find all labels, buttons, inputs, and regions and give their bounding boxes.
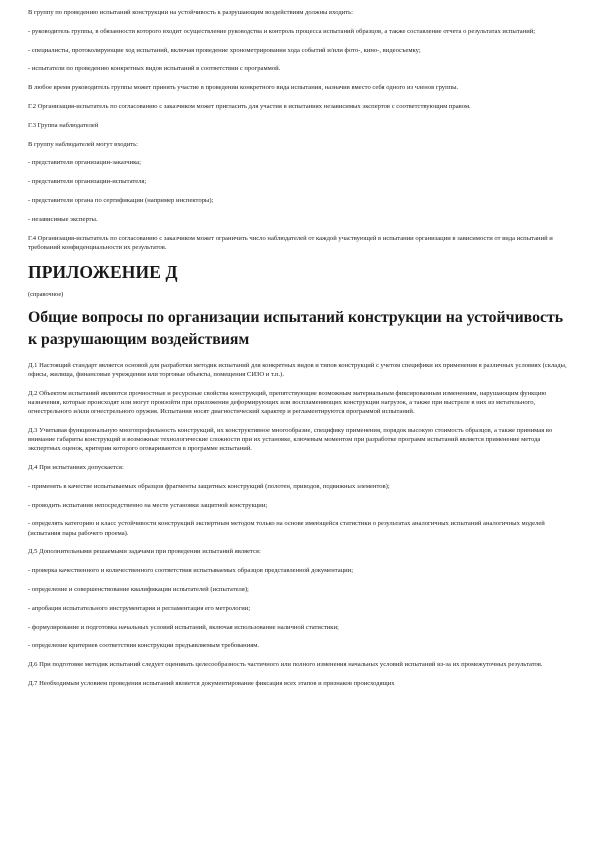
paragraph: Г.4 Организация-испытатель по согласованию с заказчиком может ограничить число наблюдателей от каждой участвующей в испытании организации в зависимости от вида испытаний и требований конфиденциальности их результатов. [28, 234, 553, 251]
list-item: - руководитель группы, в обязанности которого входит осуществление руководства и контроль процесса испытаний образцов, а также составление отчета о результатах испытаний; [28, 27, 536, 35]
list-item: - проводить испытания непосредственно на месте установки защитной конструкции; [28, 501, 268, 509]
paragraph: Д.3 Учитывая функциональную многопрофильность конструкций, их конструктивное многообразие, специфику применения, порядок высокую стоимость образцов, а также принимая во внимание габариты конструкций и возможные технологические сложности при их установке, ключевым моментом при разработке программ испытаний является применение метода экспертных оценок, критерии которого оговариваются в программе испытаний. [28, 426, 553, 453]
list-item: - представители органа по сертификации (например инспекторы); [28, 196, 214, 204]
paragraph: Д.7 Необходимым условием проведения испытаний является документирование фиксация всех этапов и признаков происходящих [28, 679, 395, 687]
list-item: - определять категорию и класс устойчивости конструкций экспертным методом только на основе имеющейся статистики о результатах аналогичных испытаний аналогичных моделей (испытания пары рабочего проема). [28, 520, 545, 537]
appendix-heading: ПРИЛОЖЕНИЕ Д [28, 261, 178, 282]
paragraph: Д.4 При испытаниях допускается: [28, 463, 124, 471]
list-item: - специалисты, протоколирующие ход испытаний, включая проведение хронометрирования хода событий и/или фото-, кино-, видеосъемку; [28, 46, 421, 54]
paragraph: Д.1 Настоящий стандарт является основой для разработки методик испытаний для конкретных видов и типов конструкций с учетом специфики их применения в различных условиях (склады, офисы, жилища, финансовые учреждения или торговые объекты, помещения СИЗО и т.п.). [28, 361, 567, 378]
list-item: - формулирование и подготовка начальных условий испытаний, включая использование наличной статистики; [28, 623, 339, 631]
section-heading: Г.3 Группа наблюдателей [28, 121, 99, 129]
paragraph: Д.2 Объектом испытаний являются прочностные и ресурсные свойства конструкций, препятствующие возможным материальным фиксированным изменениям, нарушающим функцию назначения, которые происходят или могут произойти при приложении деформирующих или воспламеняющих конструкции нагрузок, а также при выстреле в них из метательного, огнестрельного и/или огнестрельного оружия. Испытания носят диагностический характер и регламентируются программой испытаний. [28, 389, 547, 415]
list-item: - определение критериев соответствия конструкции предъявляемым требованиям. [28, 642, 260, 650]
list-item: - применять в качестве испытываемых образцов фрагменты защитных конструкций (полотен, приводов, подвижных элементов); [28, 482, 390, 490]
list-item: - проверка качественного и количественного соответствия испытываемых образцов представленной документации; [28, 567, 354, 575]
paragraph: Д.5 Дополнительными решаемыми задачами при проведении испытаний является: [28, 548, 261, 556]
document-page [28, 8, 574, 698]
appendix-title: Общие вопросы по организации испытаний конструкции на устойчивость к разрушающим воздействиям [28, 308, 564, 348]
list-item: - независимые эксперты. [28, 215, 98, 223]
paragraph: Д.6 При подготовке методик испытаний следует оценивать целесообразность частичного или полного изменения начальных условий испытаний из-за их промежуточных результатов. [28, 661, 543, 669]
list-item: - представители организации-заказчика; [28, 159, 141, 167]
list-item: - представители организации-испытателя; [28, 178, 147, 186]
list-item: - апробация испытательного инструментария и регламентация его метрологии; [28, 604, 251, 612]
appendix-note: (справочное) [28, 290, 64, 298]
list-item: - испытатели по проведению конкретных видов испытаний в соответствии с программой. [28, 65, 281, 73]
paragraph: В группу по проведению испытаний конструкции на устойчивость к разрушающим воздействиям должны входить: [28, 9, 353, 16]
paragraph: В группу наблюдателей могут входить: [28, 140, 138, 148]
paragraph: В любое время руководитель группы может принять участие в проведении конкретного вида испытания, назначив вместо себя одного из членов группы. [28, 84, 459, 92]
list-item: - определение и совершенствование квалификации испытателей (испытателя); [28, 585, 249, 593]
paragraph: Г.2 Организация-испытатель по согласованию с заказчиком может пригласить для участия в испытаниях независимых экспертов с соответствующим правом. [28, 102, 471, 110]
